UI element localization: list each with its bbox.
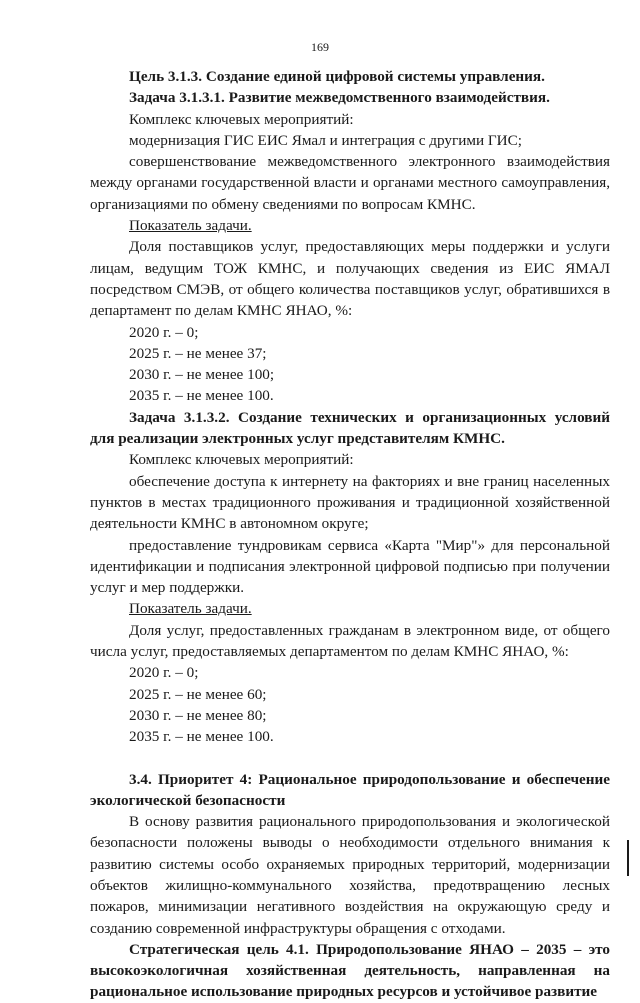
paragraph: 2035 г. – не менее 100. — [129, 728, 274, 746]
paragraph: 2030 г. – не менее 100; — [129, 366, 275, 384]
paragraph: Доля услуг, предоставленных гражданам в электронном виде, от общего числа услуг, предоставляемых департаментом по делам КМНС ЯНАО, %: — [90, 621, 610, 661]
paragraph: 2035 г. – не менее 100. — [129, 387, 274, 405]
paragraph: 2030 г. – не менее 80; — [129, 706, 267, 724]
page-number: 169 — [311, 40, 329, 54]
section-heading: Задача 3.1.3.2. Создание технических и организационных условий для реализации электронных услуг представителям КМНС. — [90, 408, 610, 448]
margin-mark — [627, 840, 629, 876]
section-heading: Цель 3.1.3. Создание единой цифровой системы управления. — [129, 68, 545, 85]
section-gap — [90, 748, 610, 769]
paragraph: модернизация ГИС ЕИС Ямал и интеграция с другими ГИС; — [129, 131, 522, 149]
paragraph: 2025 г. – не менее 60; — [129, 685, 267, 703]
indicator-label: Показатель задачи. — [129, 600, 252, 618]
document-body — [90, 66, 610, 1003]
section-heading: Задача 3.1.3.1. Развитие межведомственного взаимодействия. — [129, 89, 550, 107]
section-heading: 3.4. Приоритет 4: Рациональное природопользование и обеспечение экологической безопасности — [90, 770, 610, 809]
section-heading: Стратегическая цель 4.1. Природопользование ЯНАО – 2035 – это высокоэкологичная хозяйственная деятельность, направленная на рациональное использование природных ресурсов и устойчивое развитие — [90, 940, 610, 1001]
paragraph: 2020 г. – 0; — [129, 323, 199, 341]
paragraph: предоставление тундровикам сервиса «Карта "Мир"» для персональной идентификации и подписания электронной цифровой подписью при получении услуг и мер поддержки. — [90, 536, 610, 597]
paragraph: 2020 г. – 0; — [129, 664, 199, 682]
paragraph: В основу развития рационального природопользования и экологической безопасности положены выводы о необходимости отдельного внимания к развитию системы особо охраняемых природных территорий, модернизации объектов жилищно-коммунального хозяйства, предотвращению лесных пожаров, минимизации негативного воздействия на окружающую среду и созданию современной инфраструктуры обращения с отходами. — [90, 813, 610, 937]
paragraph: Комплекс ключевых мероприятий: — [129, 110, 354, 128]
paragraph: обеспечение доступа к интернету на факториях и вне границ населенных пунктов в местах традиционного проживания и традиционной хозяйственной деятельности КМНС в автономном округе; — [90, 472, 610, 533]
paragraph: 2025 г. – не менее 37; — [129, 344, 267, 362]
indicator-label: Показатель задачи. — [129, 217, 252, 235]
paragraph: совершенствование межведомственного электронного взаимодействия между органами государственной власти и органами местного самоуправления, организациями по обмену сведениями по вопросам КМНС. — [90, 153, 610, 213]
paragraph: Комплекс ключевых мероприятий: — [129, 451, 354, 469]
paragraph: Доля поставщиков услуг, предоставляющих меры поддержки и услуги лицам, ведущим ТОЖ КМНС, и получающих сведения из ЕИС ЯМАЛ посредством СМЭВ, от общего количества поставщиков услуг, обратившихся в департамент по делам КМНС ЯНАО, %: — [90, 238, 610, 320]
